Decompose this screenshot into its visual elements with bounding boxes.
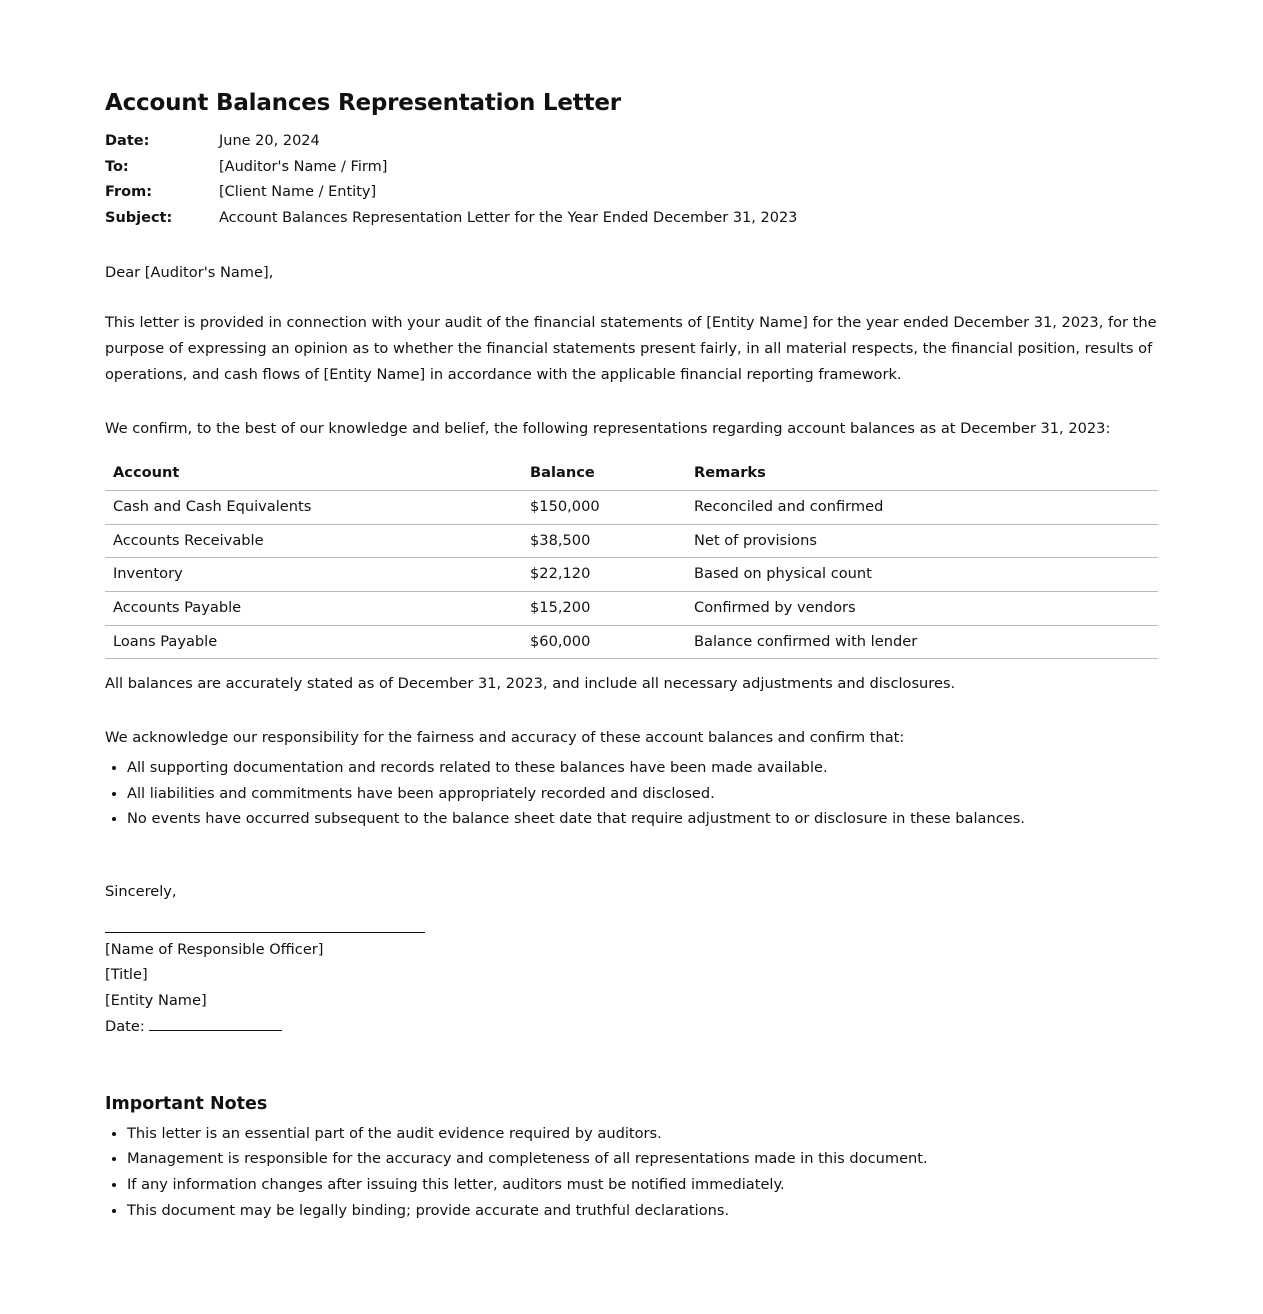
- letter-meta: [105, 129, 1158, 232]
- confirmation-list: [105, 755, 1158, 832]
- signature-line: [105, 918, 425, 933]
- cell-balance: $60,000: [522, 625, 686, 659]
- balances-statement: All balances are accurately stated as of December 31, 2023, and include all necessary adjustments and disclosures.: [105, 675, 956, 693]
- list-item: • All supporting documentation and records related to these balances have been made available.: [127, 755, 1158, 781]
- signature-block: [105, 937, 1158, 1040]
- table-header-row: [105, 456, 1158, 490]
- signatory-title: [Title]: [105, 966, 148, 984]
- meta-label: To:: [105, 158, 129, 175]
- table-row: [105, 625, 1158, 659]
- list-item: • This document may be legally binding; provide accurate and truthful declarations.: [127, 1198, 1158, 1224]
- confirmation-paragraph: We confirm, to the best of our knowledge and belief, the following representations regarding account balances as at December 31, 2023:: [105, 419, 1111, 437]
- cell-balance: $38,500: [522, 524, 686, 558]
- meta-row-to: [105, 155, 1158, 181]
- meta-row-from: [105, 180, 1158, 206]
- meta-value: June 20, 2024: [219, 133, 320, 149]
- meta-label: From:: [105, 184, 152, 201]
- cell-account: Cash and Cash Equivalents: [105, 490, 522, 524]
- balances-table: [105, 456, 1158, 659]
- table-row: [105, 592, 1158, 626]
- cell-remarks: Confirmed by vendors: [686, 592, 1158, 626]
- column-header-account: Account: [105, 456, 522, 490]
- cell-account: Accounts Receivable: [105, 524, 522, 558]
- meta-value: Account Balances Representation Letter for the Year Ended December 31, 2023: [219, 210, 798, 227]
- page-title: Account Balances Representation Letter: [105, 90, 621, 116]
- notes-heading: Important Notes: [105, 1093, 268, 1114]
- signature-date-label: Date:: [105, 1017, 145, 1035]
- list-item: • Management is responsible for the accuracy and completeness of all representations made in this document.: [127, 1146, 1158, 1172]
- table-row: [105, 558, 1158, 592]
- table-row: [105, 490, 1158, 524]
- table-row: [105, 524, 1158, 558]
- meta-value: [Client Name / Entity]: [219, 184, 377, 201]
- cell-remarks: Net of provisions: [686, 524, 1158, 558]
- cell-balance: $15,200: [522, 592, 686, 626]
- list-item: • No events have occurred subsequent to the balance sheet date that require adjustment to or disclosure in these balances.: [127, 806, 1158, 832]
- meta-label: Date:: [105, 133, 150, 149]
- acknowledgement-paragraph: We acknowledge our responsibility for the fairness and accuracy of these account balances and confirm that:: [105, 729, 905, 747]
- cell-remarks: Reconciled and confirmed: [686, 490, 1158, 524]
- cell-account: Loans Payable: [105, 625, 522, 659]
- cell-remarks: Balance confirmed with lender: [686, 625, 1158, 659]
- list-item: • All liabilities and commitments have been appropriately recorded and disclosed.: [127, 781, 1158, 807]
- meta-row-subject: [105, 206, 1158, 232]
- signatory-entity: [Entity Name]: [105, 992, 207, 1010]
- signatory-name: [Name of Responsible Officer]: [105, 940, 324, 958]
- date-blank-line: [149, 1016, 282, 1031]
- meta-row-date: [105, 129, 1158, 155]
- signature-date: [105, 1014, 1158, 1040]
- meta-value: [Auditor's Name / Firm]: [219, 158, 388, 175]
- closing: Sincerely,: [105, 883, 177, 900]
- column-header-balance: Balance: [522, 456, 686, 490]
- salutation: Dear [Auditor's Name],: [105, 263, 274, 281]
- cell-remarks: Based on physical count: [686, 558, 1158, 592]
- cell-balance: $150,000: [522, 490, 686, 524]
- cell-account: Accounts Payable: [105, 592, 522, 626]
- meta-label: Subject:: [105, 210, 173, 227]
- list-item: • If any information changes after issuing this letter, auditors must be notified immediately.: [127, 1172, 1158, 1198]
- notes-list: [105, 1121, 1158, 1224]
- intro-paragraph: This letter is provided in connection with your audit of the financial statements of [Entity Name] for the year ended December 31, 2023, for the purpose of expressing an opinion as to whether the financial statements present fairly, in all material respects, the financial position, results of operations, and cash flows of [Entity Name] in accordance with the applicable financial reporting framework.: [105, 314, 1157, 383]
- list-item: • This letter is an essential part of the audit evidence required by auditors.: [127, 1121, 1158, 1147]
- column-header-remarks: Remarks: [686, 456, 1158, 490]
- cell-balance: $22,120: [522, 558, 686, 592]
- cell-account: Inventory: [105, 558, 522, 592]
